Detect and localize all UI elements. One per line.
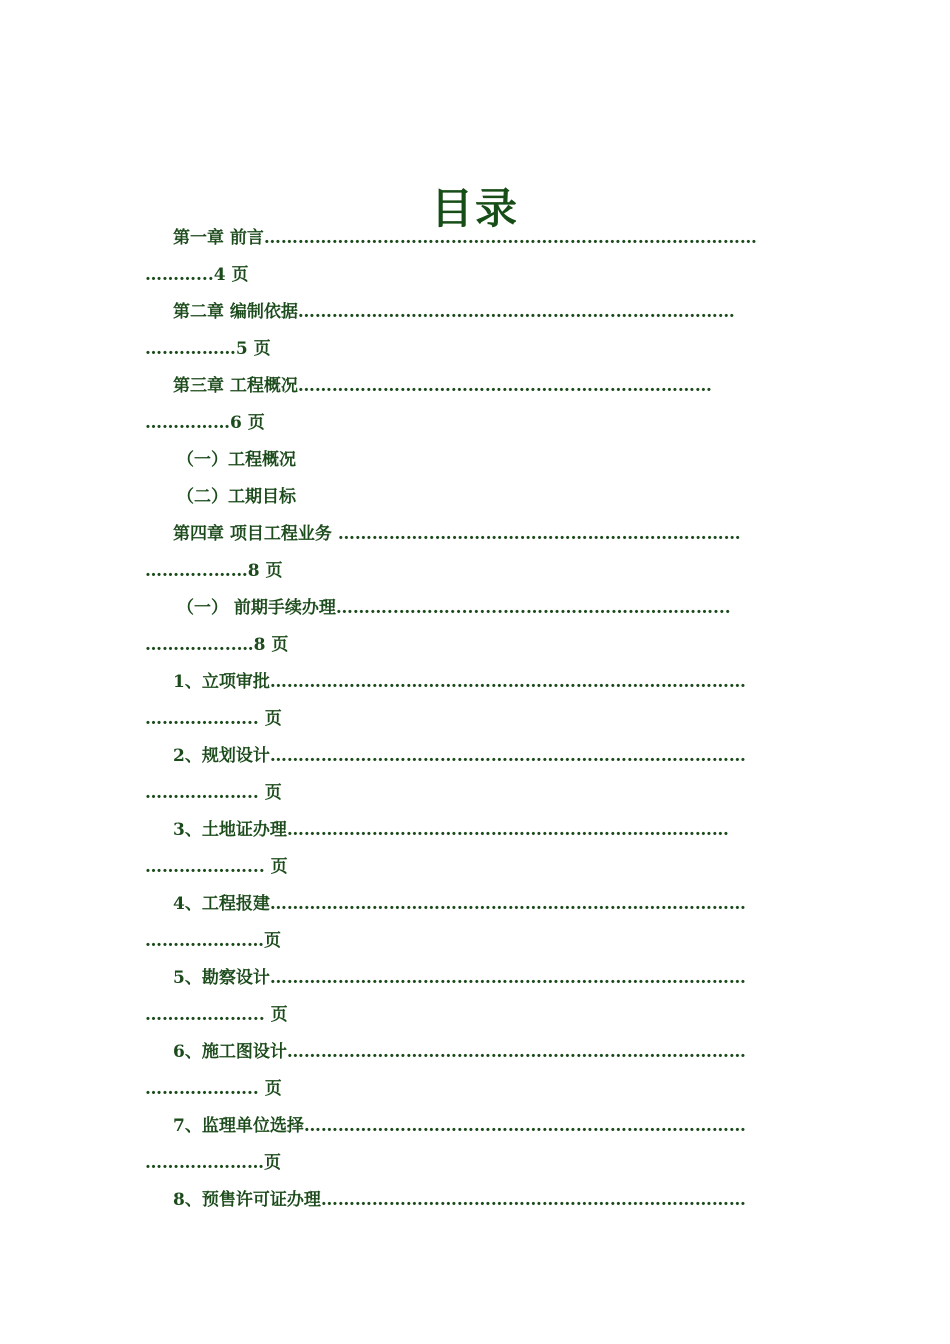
toc-entry-heading: 第一章 前言…………………………………………………………………………… bbox=[173, 228, 757, 248]
toc-entry[interactable] bbox=[145, 1034, 807, 1108]
toc-entry[interactable] bbox=[145, 812, 807, 886]
toc-entry-heading: 1、立项审批………………………………………………………………………… bbox=[173, 672, 746, 692]
toc-entry[interactable] bbox=[145, 886, 807, 960]
toc-entry[interactable] bbox=[145, 220, 807, 294]
toc-entry-heading: 7、监理单位选择…………………………………………………………………… bbox=[173, 1116, 746, 1136]
toc-entry-page: ……………….. 页 bbox=[145, 1079, 282, 1099]
toc-entry[interactable] bbox=[145, 294, 807, 368]
toc-entry[interactable] bbox=[145, 479, 807, 516]
toc-entry-page: ….…………5 页 bbox=[145, 339, 271, 359]
toc-entry-page: ……………….. 页 bbox=[145, 783, 282, 803]
toc-entry-heading: 第三章 工程概况………………………………………….…………………… bbox=[173, 376, 712, 396]
toc-entry[interactable] bbox=[145, 442, 807, 479]
toc-entry[interactable] bbox=[145, 738, 807, 812]
toc-entry-page: …………....…8 页 bbox=[145, 635, 289, 655]
toc-entry[interactable] bbox=[145, 960, 807, 1034]
toc-entry-heading: （一） 前期手续办理………..……….........….……………………………... bbox=[177, 598, 731, 618]
toc-entry-page: ……………….. 页 bbox=[145, 709, 282, 729]
toc-entry-heading: 第四章 项目工程业务 ……………..……………………………………………… bbox=[173, 524, 741, 544]
toc-entry-heading: 2、规划设计………………………………………………………………………… bbox=[173, 746, 746, 766]
toc-entry-page: ………………... 页 bbox=[145, 1005, 288, 1025]
toc-entry-heading: 第二章 编制依据………………………………………………..………………… bbox=[173, 302, 735, 322]
toc-entry-heading: 5、勘察设计………………………………………………………………………… bbox=[173, 968, 746, 988]
toc-entry-page: ………...4 页 bbox=[145, 265, 249, 285]
toc-entry-heading: 8、预售许可证办理………………………………………………………………… bbox=[173, 1190, 746, 1210]
toc-entry-page: …………………页 bbox=[145, 1153, 281, 1173]
toc-entry-heading: （一）工程概况 bbox=[177, 450, 296, 470]
toc-entry-heading: 4、工程报建………………………………………………………………………… bbox=[173, 894, 746, 914]
toc-entry-page: …………………页 bbox=[145, 931, 281, 951]
toc-entry-heading: （二）工期目标 bbox=[177, 487, 296, 507]
toc-entry-page: ………...……8 页 bbox=[145, 561, 283, 581]
toc-entry-heading: 3、土地证办理…………………………………………………………………… bbox=[173, 820, 729, 840]
toc-entry[interactable] bbox=[145, 664, 807, 738]
toc-entry[interactable] bbox=[145, 590, 807, 664]
toc-entry-page: ……………6 页 bbox=[145, 413, 265, 433]
page-title: 目录 bbox=[430, 184, 519, 233]
toc-entry-heading: 6、施工图设计……………………………………………………………………… bbox=[173, 1042, 746, 1062]
toc-entry[interactable] bbox=[145, 1182, 807, 1219]
toc-entry-page: ………………... 页 bbox=[145, 857, 288, 877]
toc-entry[interactable] bbox=[145, 516, 807, 590]
toc-entry[interactable] bbox=[145, 368, 807, 442]
toc-entry[interactable] bbox=[145, 1108, 807, 1182]
table-of-contents bbox=[145, 220, 807, 1219]
